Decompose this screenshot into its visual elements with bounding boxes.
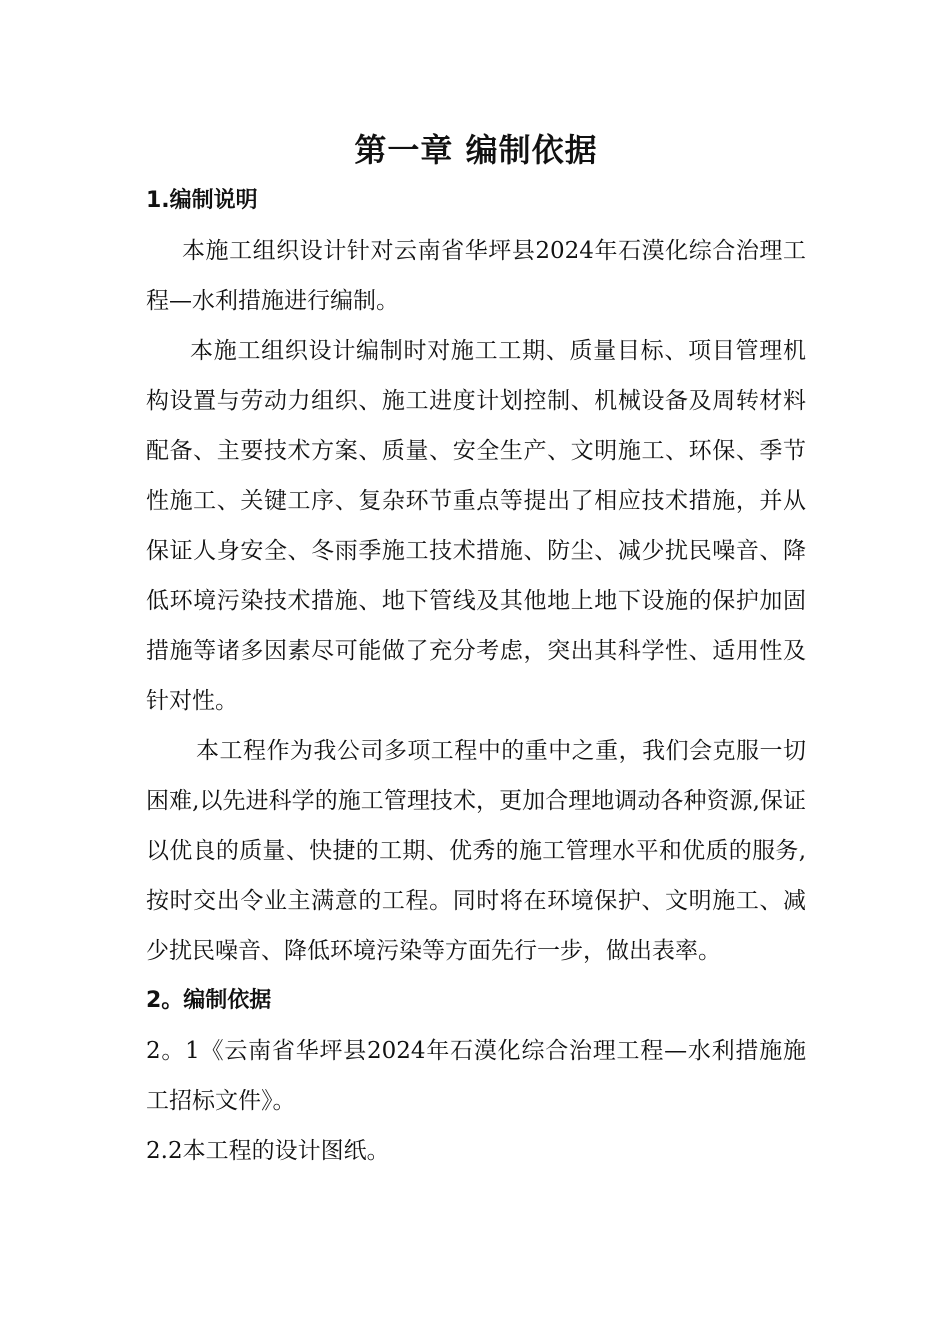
section-heading-compilation-notes: 1.编制说明	[146, 188, 258, 213]
basis-item-tender-documents: 2。1《云南省华坪县2024年石漠化综合治理工程—水利措施施工招标文件》。	[146, 1038, 806, 1114]
paragraph-measures: 本施工组织设计编制时对施工工期、质量目标、项目管理机构设置与劳动力组织、施工进度计划控制、机械设备及周转材料配备、主要技术方案、质量、安全生产、文明施工、环保、季节性施工、关键工序、复杂环节重点等提出了相应技术措施，并从保证人身安全、冬雨季施工技术措施、防尘、减少扰民噪音、降低环境污染技术措施、地下管线及其他地上地下设施的保护加固措施等诸多因素尽可能做了充分考虑，突出其科学性、适用性及针对性。	[146, 338, 806, 714]
chapter-title: 第一章 编制依据	[354, 131, 598, 169]
section-heading-compilation-basis: 2。编制依据	[146, 988, 272, 1013]
basis-item-design-drawings: 2.2本工程的设计图纸。	[146, 1138, 390, 1164]
document-content	[146, 128, 806, 1176]
paragraph-intro: 本施工组织设计针对云南省华坪县2024年石漠化综合治理工程—水利措施进行编制。	[146, 238, 806, 314]
paragraph-commitment: 本工程作为我公司多项工程中的重中之重，我们会克服一切困难,以先进科学的施工管理技术，更加合理地调动各种资源,保证以优良的质量、快捷的工期、优秀的施工管理水平和优质的服务,按时交出令业主满意的工程。同时将在环境保护、文明施工、减少扰民噪音、降低环境污染等方面先行一步，做出表率。	[146, 738, 806, 964]
